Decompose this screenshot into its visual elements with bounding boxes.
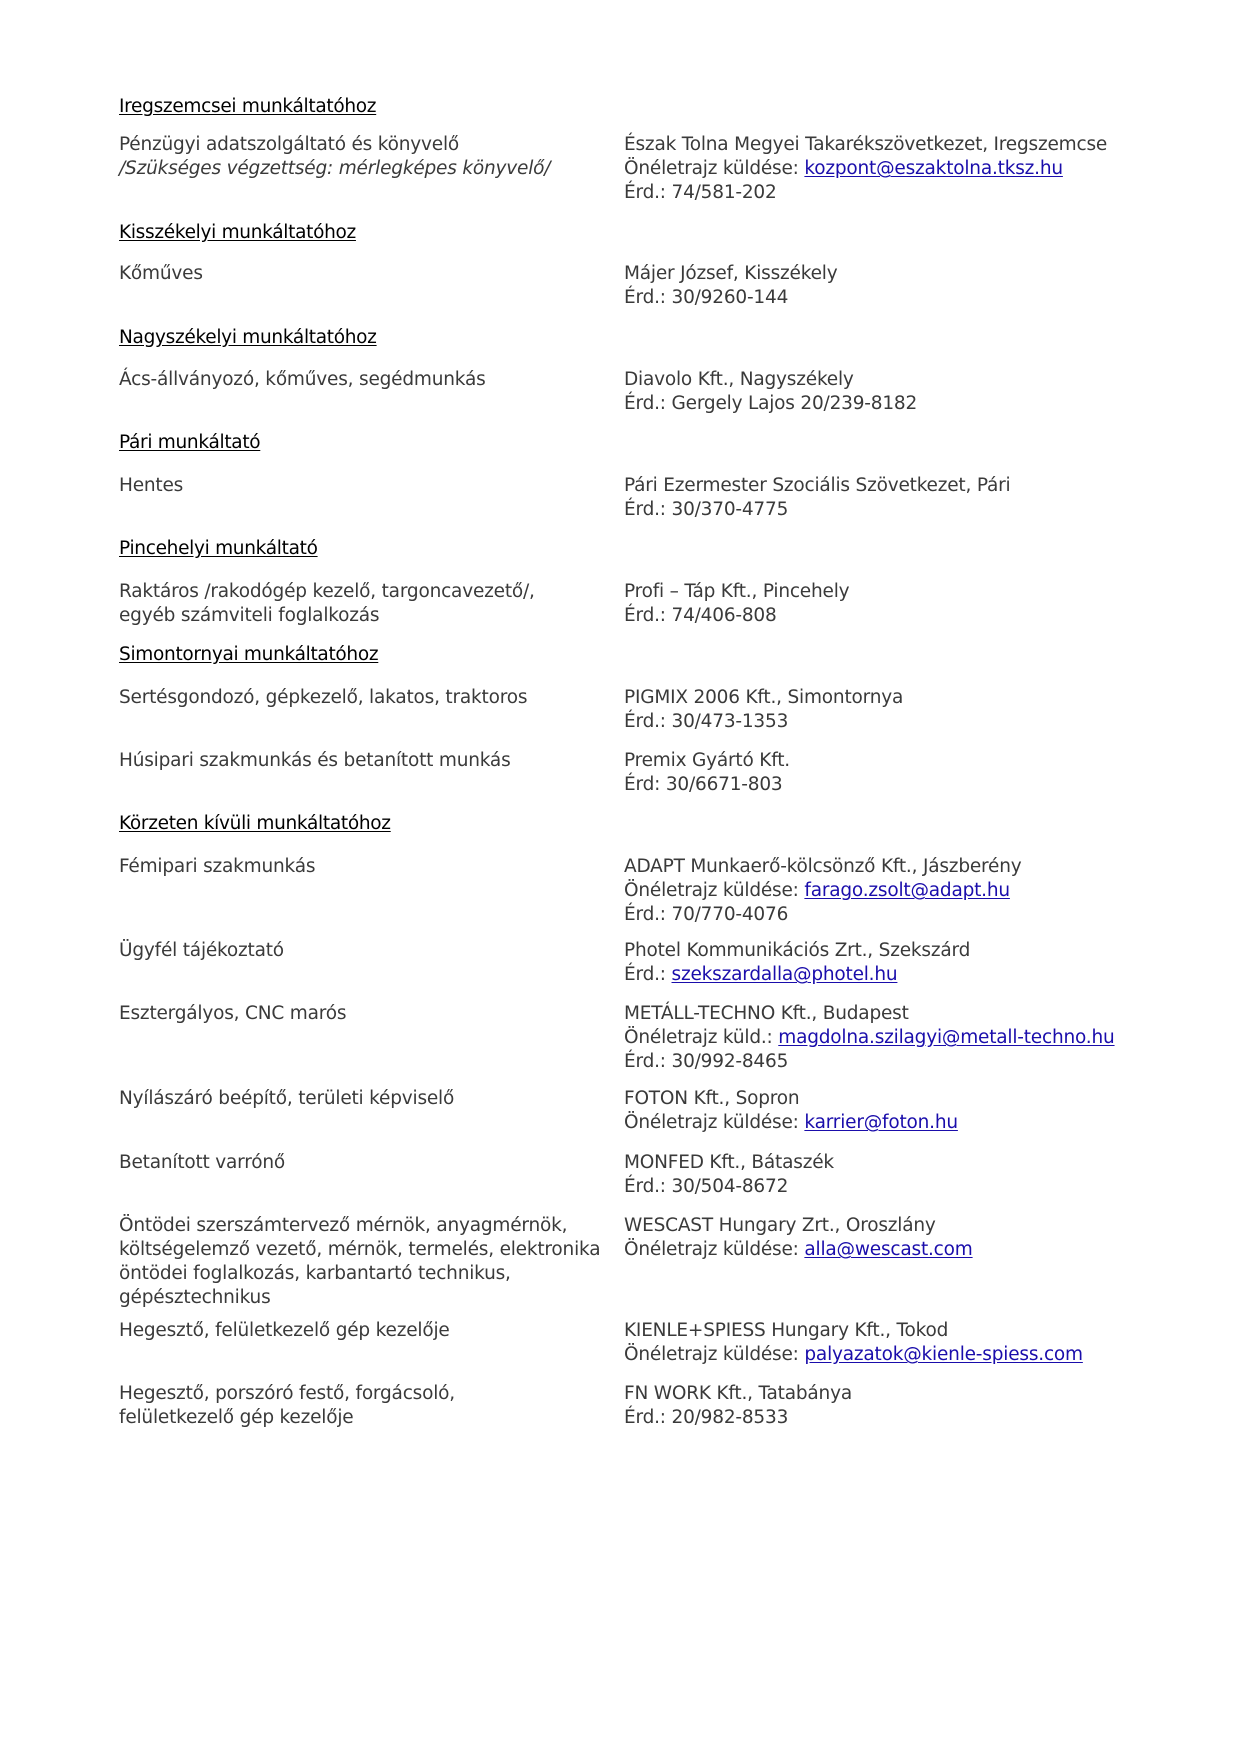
job-title bbox=[119, 474, 599, 498]
employer-line: Profi – Táp Kft., Pincehely bbox=[624, 581, 850, 602]
contact-email-line bbox=[624, 963, 1224, 987]
employer-contact bbox=[624, 686, 1224, 734]
employer-line: Érd.: 30/473-1353 bbox=[624, 711, 789, 732]
job-title-line: Ács-állványozó, kőműves, segédmunkás bbox=[119, 369, 486, 390]
job-title-line: Nyílászáró beépítő, területi képviselő bbox=[119, 1088, 455, 1109]
job-title bbox=[119, 855, 599, 879]
contact-label: Önéletrajz küldése: bbox=[624, 158, 805, 179]
job-title bbox=[119, 368, 599, 392]
employer-line: Photel Kommunikációs Zrt., Szekszárd bbox=[624, 940, 971, 961]
job-title bbox=[119, 580, 599, 628]
job-title-line: /Szükséges végzettség: mérlegképes könyvelő/ bbox=[119, 158, 551, 179]
contact-email-line bbox=[624, 157, 1224, 181]
employer-contact bbox=[624, 1214, 1224, 1262]
employer-line: Érd: 30/6671-803 bbox=[624, 774, 783, 795]
employer-contact bbox=[624, 855, 1224, 927]
section-heading: Nagyszékelyi munkáltatóhoz bbox=[119, 327, 377, 348]
section-heading: Pári munkáltató bbox=[119, 432, 261, 453]
job-title-line: Betanított varrónő bbox=[119, 1152, 286, 1173]
employer-line: Májer József, Kisszékely bbox=[624, 263, 838, 284]
contact-email-line bbox=[624, 1026, 1224, 1050]
employer-line: Érd.: 30/370-4775 bbox=[624, 499, 789, 520]
employer-contact bbox=[624, 133, 1224, 205]
employer-line: Érd.: 70/770-4076 bbox=[624, 904, 789, 925]
job-title bbox=[119, 133, 599, 181]
employer-line: Pári Ezermester Szociális Szövetkezet, Pári bbox=[624, 475, 1011, 496]
job-title bbox=[119, 1319, 599, 1343]
employer-line: Érd.: 30/992-8465 bbox=[624, 1051, 789, 1072]
employer-line: FN WORK Kft., Tatabánya bbox=[624, 1383, 852, 1404]
employer-contact bbox=[624, 1151, 1224, 1199]
job-title bbox=[119, 1002, 599, 1026]
job-title-line: Esztergályos, CNC marós bbox=[119, 1003, 347, 1024]
job-title bbox=[119, 939, 599, 963]
job-title-line: Hegesztő, porszóró festő, forgácsoló, bbox=[119, 1383, 455, 1404]
contact-label: Önéletrajz küld.: bbox=[624, 1027, 779, 1048]
email-link[interactable]: kozpont@eszaktolna.tksz.hu bbox=[804, 158, 1063, 179]
employer-contact bbox=[624, 1002, 1224, 1074]
employer-line: PIGMIX 2006 Kft., Simontornya bbox=[624, 687, 904, 708]
job-title bbox=[119, 1151, 599, 1175]
employer-line: Érd.: 74/406-808 bbox=[624, 605, 777, 626]
section-heading: Kisszékelyi munkáltatóhoz bbox=[119, 222, 356, 243]
email-link[interactable]: alla@wescast.com bbox=[804, 1239, 973, 1260]
job-title-line: egyéb számviteli foglalkozás bbox=[119, 605, 380, 626]
employer-contact bbox=[624, 939, 1224, 987]
employer-line: METÁLL-TECHNO Kft., Budapest bbox=[624, 1003, 909, 1024]
contact-label: Önéletrajz küldése: bbox=[624, 880, 805, 901]
section-heading: Pincehelyi munkáltató bbox=[119, 538, 318, 559]
employer-line: Érd.: 30/504-8672 bbox=[624, 1176, 789, 1197]
employer-contact bbox=[624, 262, 1224, 310]
contact-email-line bbox=[624, 1343, 1224, 1367]
job-title-line: gépésztechnikus bbox=[119, 1287, 271, 1308]
email-link[interactable]: palyazatok@kienle-spiess.com bbox=[804, 1344, 1083, 1365]
section-heading: Iregszemcsei munkáltatóhoz bbox=[119, 96, 377, 117]
job-title-line: Hegesztő, felületkezelő gép kezelője bbox=[119, 1320, 450, 1341]
employer-line: Érd.: 74/581-202 bbox=[624, 182, 777, 203]
email-link[interactable]: karrier@foton.hu bbox=[804, 1112, 958, 1133]
employer-line: Premix Gyártó Kft. bbox=[624, 750, 790, 771]
employer-contact bbox=[624, 1087, 1224, 1135]
job-title-line: Raktáros /rakodógép kezelő, targoncavezető/, bbox=[119, 581, 535, 602]
employer-contact bbox=[624, 1382, 1224, 1430]
job-title bbox=[119, 1382, 599, 1430]
job-title-line: költségelemző vezető, mérnök, termelés, elektronika bbox=[119, 1239, 601, 1260]
job-title-line: Pénzügyi adatszolgáltató és könyvelő bbox=[119, 134, 460, 155]
employer-line: WESCAST Hungary Zrt., Oroszlány bbox=[624, 1215, 936, 1236]
employer-contact bbox=[624, 580, 1224, 628]
contact-label: Önéletrajz küldése: bbox=[624, 1112, 805, 1133]
job-title-line: Öntödei szerszámtervező mérnök, anyagmérnök, bbox=[119, 1215, 568, 1236]
contact-label: Érd.: bbox=[624, 964, 672, 985]
section-heading: Körzeten kívüli munkáltatóhoz bbox=[119, 813, 391, 834]
job-title bbox=[119, 749, 599, 773]
job-title-line: öntödei foglalkozás, karbantartó technikus, bbox=[119, 1263, 511, 1284]
email-link[interactable]: farago.zsolt@adapt.hu bbox=[804, 880, 1010, 901]
job-title bbox=[119, 262, 599, 286]
contact-email-line bbox=[624, 1238, 1224, 1262]
employer-line: Érd.: 20/982-8533 bbox=[624, 1407, 789, 1428]
employer-contact bbox=[624, 749, 1224, 797]
job-title-line: Fémipari szakmunkás bbox=[119, 856, 316, 877]
employer-line: Érd.: Gergely Lajos 20/239-8182 bbox=[624, 393, 918, 414]
job-title-line: Húsipari szakmunkás és betanított munkás bbox=[119, 750, 511, 771]
email-link[interactable]: szekszardalla@photel.hu bbox=[671, 964, 898, 985]
contact-label: Önéletrajz küldése: bbox=[624, 1344, 805, 1365]
email-link[interactable]: magdolna.szilagyi@metall-techno.hu bbox=[778, 1027, 1115, 1048]
employer-line: Diavolo Kft., Nagyszékely bbox=[624, 369, 854, 390]
employer-line: Észak Tolna Megyei Takarékszövetkezet, Iregszemcse bbox=[624, 134, 1108, 155]
employer-contact bbox=[624, 474, 1224, 522]
job-title bbox=[119, 1214, 599, 1310]
job-title bbox=[119, 686, 599, 710]
employer-line: ADAPT Munkaerő-kölcsönző Kft., Jászberény bbox=[624, 856, 1022, 877]
employer-line: Érd.: 30/9260-144 bbox=[624, 287, 789, 308]
job-title bbox=[119, 1087, 599, 1111]
employer-line: MONFED Kft., Bátaszék bbox=[624, 1152, 834, 1173]
employer-contact bbox=[624, 368, 1224, 416]
contact-label: Önéletrajz küldése: bbox=[624, 1239, 805, 1260]
job-title-line: Kőműves bbox=[119, 263, 203, 284]
job-title-line: felületkezelő gép kezelője bbox=[119, 1407, 354, 1428]
contact-email-line bbox=[624, 879, 1224, 903]
job-title-line: Hentes bbox=[119, 475, 184, 496]
job-title-line: Sertésgondozó, gépkezelő, lakatos, traktoros bbox=[119, 687, 528, 708]
section-heading: Simontornyai munkáltatóhoz bbox=[119, 644, 379, 665]
contact-email-line bbox=[624, 1111, 1224, 1135]
employer-line: FOTON Kft., Sopron bbox=[624, 1088, 800, 1109]
employer-line: KIENLE+SPIESS Hungary Kft., Tokod bbox=[624, 1320, 949, 1341]
job-title-line: Ügyfél tájékoztató bbox=[119, 940, 284, 961]
employer-contact bbox=[624, 1319, 1224, 1367]
